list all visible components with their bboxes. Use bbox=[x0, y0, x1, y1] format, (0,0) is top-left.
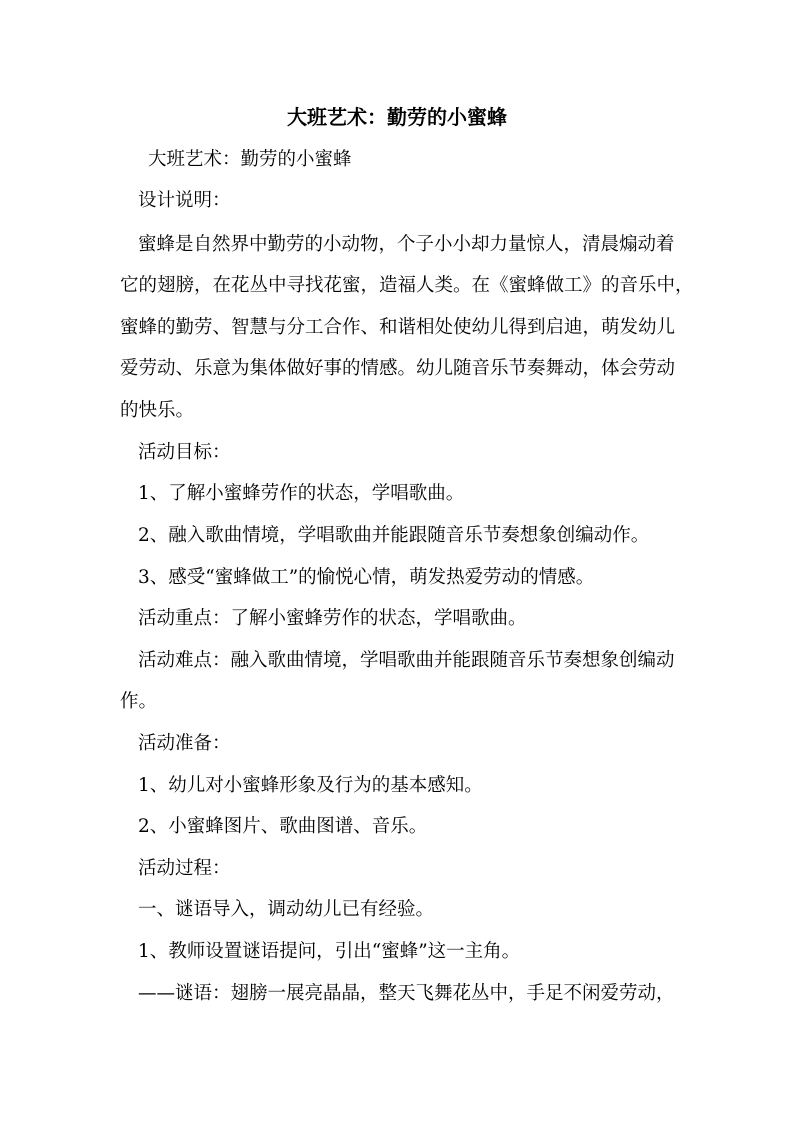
paragraph-line: 蜜蜂的勤劳、智慧与分工合作、和谐相处使幼儿得到启迪，萌发幼儿 bbox=[120, 317, 676, 338]
paragraph-line: 爱劳动、乐意为集体做好事的情感。幼儿随音乐节奏舞动，体会劳动 bbox=[120, 358, 676, 379]
list-item: 3、感受“蜜蜂做工”的愉悦心情，萌发热爱劳动的情感。 bbox=[138, 567, 595, 588]
section-heading-preparation: 活动准备： bbox=[138, 733, 231, 754]
list-item: 1、了解小蜜蜂劳作的状态，学唱歌曲。 bbox=[138, 483, 465, 504]
paragraph-line: 的快乐。 bbox=[120, 400, 195, 421]
document-title: 大班艺术：勤劳的小蜜蜂 bbox=[287, 105, 507, 129]
section-heading-design: 设计说明： bbox=[138, 190, 231, 211]
list-item: 2、融入歌曲情境，学唱歌曲并能跟随音乐节奏想象创编动作。 bbox=[138, 525, 650, 546]
section-heading-process: 活动过程： bbox=[138, 858, 231, 879]
list-item: 1、幼儿对小蜜蜂形象及行为的基本感知。 bbox=[138, 775, 483, 796]
riddle-line: ——谜语：翅膀一展亮晶晶，整天飞舞花丛中，手足不闲爱劳动， bbox=[138, 983, 675, 1004]
paragraph-line: 作。 bbox=[120, 691, 158, 712]
section-heading-goals: 活动目标： bbox=[138, 442, 231, 463]
subtitle-line: 大班艺术：勤劳的小蜜蜂 bbox=[148, 149, 352, 170]
step-heading: 一、谜语导入，调动幼儿已有经验。 bbox=[138, 899, 435, 920]
key-point-line: 活动重点：了解小蜜蜂劳作的状态，学唱歌曲。 bbox=[138, 608, 527, 629]
difficulty-line: 活动难点：融入歌曲情境，学唱歌曲并能跟随音乐节奏想象创编动 bbox=[138, 650, 675, 671]
paragraph-line: 它的翅膀，在花丛中寻找花蜜，造福人类。在《蜜蜂做工》的音乐中， bbox=[120, 275, 694, 296]
paragraph-line: 蜜蜂是自然界中勤劳的小动物，个子小小却力量惊人，清晨煽动着 bbox=[138, 234, 675, 255]
list-item: 1、教师设置谜语提问，引出“蜜蜂”这一主角。 bbox=[138, 941, 521, 962]
list-item: 2、小蜜蜂图片、歌曲图谱、音乐。 bbox=[138, 816, 428, 837]
